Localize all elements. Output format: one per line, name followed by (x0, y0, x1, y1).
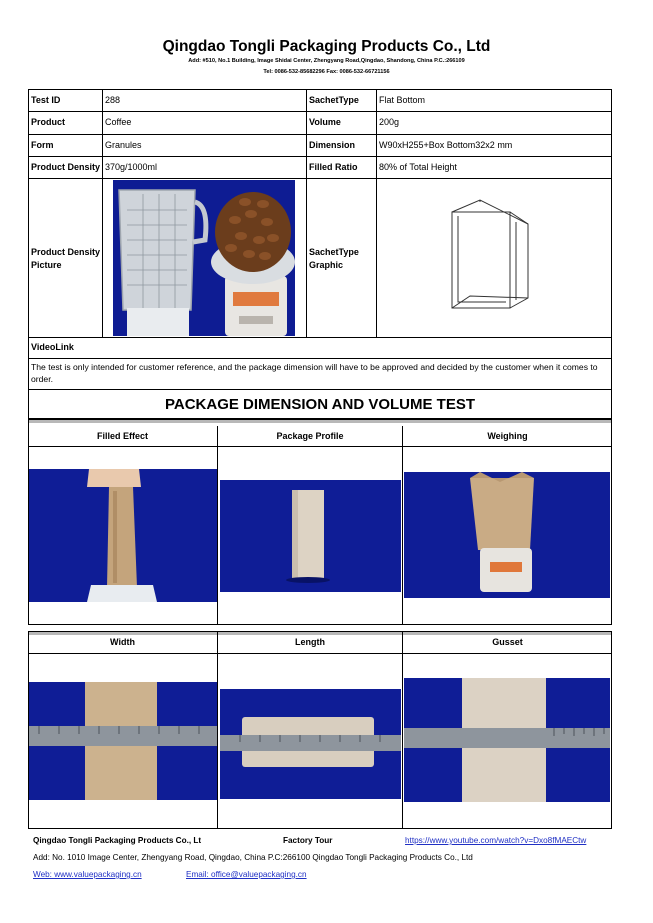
dimension-label: Dimension (309, 140, 356, 150)
header-package-profile: Package Profile (276, 431, 344, 441)
weighing-photo (404, 472, 610, 598)
sachet-type-label: SachetType (309, 95, 359, 105)
test-id-label: Test ID (31, 95, 61, 105)
product-value: Coffee (105, 117, 132, 127)
volume-value: 200g (379, 117, 400, 127)
density-value: 370g/1000ml (105, 162, 158, 172)
disclaimer-text: The test is only intended for customer reference, and the package dimension will have to be approved and decided by the customer when it comes to order. (31, 362, 598, 384)
product-label: Product (31, 117, 66, 127)
header-weighing: Weighing (487, 431, 528, 441)
header-length: Length (295, 637, 325, 647)
footer-address: Add: No. 1010 Image Center, Zhengyang Road, Qingdao, China P.C:266100 Qingdao Tongli Packaging Products Co., Ltd (33, 853, 473, 862)
header-filled-effect: Filled Effect (96, 431, 148, 441)
web-link[interactable]: Web: www.valuepackaging.cn (33, 870, 142, 879)
sachet-graphic-label: SachetType Graphic (309, 247, 359, 270)
density-picture-label: Product Density Picture (31, 247, 101, 270)
youtube-link[interactable]: https://www.youtube.com/watch?v=Dxo8fMAECtw (405, 836, 587, 845)
test-id-value: 288 (105, 95, 121, 105)
sachet-type-value: Flat Bottom (379, 95, 426, 105)
email-link[interactable]: Email: office@valuepackaging.cn (186, 870, 307, 879)
company-address: Add: #510, No.1 Building, Image Shidai Center, Zhengyang Road,Qingdao, Shandong, China P.C.:266109 (188, 58, 465, 64)
filled-ratio-label: Filled Ratio (309, 162, 358, 172)
test-section-title: PACKAGE DIMENSION AND VOLUME TEST (164, 396, 475, 413)
sachet-graphic (440, 196, 540, 316)
filled-effect-photo (29, 469, 217, 602)
company-title: Qingdao Tongli Packaging Products Co., Ltd (162, 38, 491, 55)
form-value: Granules (105, 140, 142, 150)
footer-company: Qingdao Tongli Packaging Products Co., Lt (33, 836, 202, 845)
filled-ratio-value: 80% of Total Height (379, 162, 457, 172)
package-profile-photo (220, 480, 401, 592)
density-photo (113, 180, 295, 336)
videolink-label: VideoLink (31, 342, 74, 352)
volume-label: Volume (309, 117, 341, 127)
header-width: Width (110, 637, 135, 647)
company-tel-fax: Tel: 0086-532-85682296 Fax: 0086-532-66721156 (263, 69, 390, 75)
gusset-photo (404, 678, 610, 802)
form-label: Form (31, 140, 54, 150)
width-photo (29, 682, 217, 800)
dimension-value: W90xH255+Box Bottom32x2 mm (379, 140, 513, 150)
header-gusset: Gusset (492, 637, 523, 647)
density-photo-art (113, 180, 295, 336)
footer-factory-tour: Factory Tour (283, 836, 333, 845)
density-label: Product Density (31, 162, 101, 172)
length-photo (220, 689, 401, 799)
